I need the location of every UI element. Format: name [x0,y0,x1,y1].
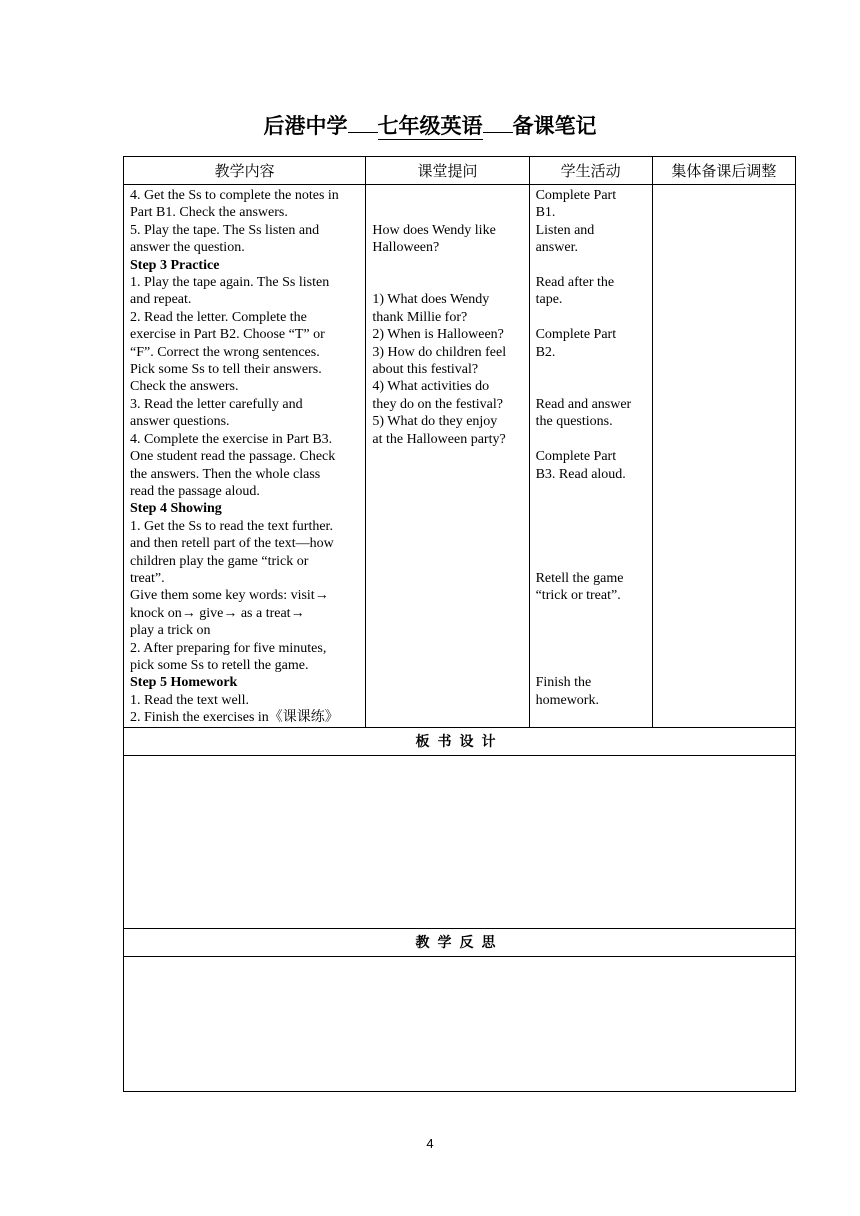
student-activity-line: Finish the [535,675,592,691]
student-activity-line [536,483,646,500]
student-activity-line: Complete Part [535,188,617,203]
class-question-line: Halloween? [372,240,440,256]
class-question-line [372,187,522,204]
class-question-line: 5) What do they enjoy [372,414,498,430]
reflection-row [124,956,796,1091]
title-school: 后港中学 [263,114,348,138]
board-design-area [124,755,796,928]
class-question-line: about this festival? [372,362,479,378]
header-row [124,157,796,185]
student-activity-line: “trick or treat”. [535,588,621,604]
student-activity-line: homework. [535,692,599,708]
board-design-header-row [124,727,796,755]
header-adjustments: 集体备课后调整 [652,157,795,185]
student-activity-line: B2. [535,344,556,360]
reflection-heading: 教学反思 [124,928,796,956]
student-activity-line [536,309,646,326]
page-number: 4 [426,1136,434,1151]
student-activity-line: Read and answer [535,396,632,412]
title-underline-left [348,114,378,133]
student-activity-line [536,518,646,535]
teaching-content-line: 4. Complete the exercise in Part B3. [130,431,333,447]
class-question-line [372,274,522,291]
page-title [0,110,860,140]
student-activity-line: Read after the [535,275,615,291]
student-activity-line [536,605,646,622]
class-question-line: How does Wendy like [372,222,496,238]
class-question-line: 3) How do children feel [372,344,507,360]
student-activity-line [536,657,646,674]
teaching-content-line: 5. Play the tape. The Ss listen and [130,222,320,238]
teaching-content-line: Check the answers. [130,379,239,395]
student-activity-line [536,553,646,570]
teaching-content-line: answer the question. [130,240,245,256]
class-question-line: 1) What does Wendy [372,292,490,308]
student-activity-line [536,361,646,378]
reflection-header-row [124,928,796,956]
teaching-content-line: read the passage aloud. [130,483,260,499]
teaching-content-line: 2. After preparing for five minutes, [130,640,327,656]
teaching-content-line: Give them some key words: visit→ [130,588,329,604]
student-activity-line: tape. [535,292,563,308]
teaching-content-line: 4. Get the Ss to complete the notes in [130,188,339,203]
student-activity-line [536,535,646,552]
class-question-line: at the Halloween party? [372,431,506,447]
class-question-line: thank Millie for? [372,309,468,325]
student-activity-line: Retell the game [535,570,624,586]
student-activities-cell [529,185,652,728]
teaching-content-line: 2. Finish the exercises in《课课练》 [130,710,339,726]
teaching-content-line: Step 3 Practice [130,257,220,273]
board-design-row [124,755,796,928]
class-questions-cell [366,185,529,728]
teaching-content-line: 3. Read the letter carefully and [130,396,303,412]
title-underline-right [483,114,513,133]
teaching-content-line: exercise in Part B2. Choose “T” or [130,327,325,343]
student-activity-line [536,500,646,517]
class-question-line [372,257,522,274]
teaching-content-line: One student read the passage. Check [130,449,336,465]
teaching-content-line: knock on→ give→ as a treat→ [130,605,305,621]
student-activity-line [536,257,646,274]
student-activity-line: answer. [535,240,578,256]
student-activity-line [536,640,646,657]
teaching-content-line: and repeat. [130,292,192,308]
header-class-questions: 课堂提问 [366,157,529,185]
teaching-content-line: Step 5 Homework [130,675,238,691]
student-activity-line [536,431,646,448]
class-question-line: 4) What activities do [372,379,490,395]
student-activity-line [536,378,646,395]
teaching-content-line: Step 4 Showing [130,501,222,517]
student-activity-line: Listen and [535,222,595,238]
teaching-content-line: Pick some Ss to tell their answers. [130,362,322,378]
title-subject: 七年级英语 [377,114,483,138]
student-activity-line: B3. Read aloud. [535,466,626,482]
student-activity-line: Complete Part [535,449,617,465]
title-notes: 备课笔记 [512,114,597,138]
teaching-content-text [124,185,365,727]
teaching-content-cell [124,185,366,728]
class-question-line: 2) When is Halloween? [372,327,504,343]
class-question-line: they do on the festival? [372,396,503,412]
header-teaching-content: 教学内容 [124,157,366,185]
teaching-content-line: treat”. [130,570,165,586]
teaching-content-line: play a trick on [130,623,211,639]
reflection-area [124,956,796,1091]
teaching-content-line: Part B1. Check the answers. [130,205,288,221]
lesson-plan-table [123,156,796,1092]
adjustments-cell [652,185,795,728]
teaching-content-line: children play the game “trick or [130,553,309,569]
teaching-content-line: answer questions. [130,414,230,430]
student-activity-line: the questions. [535,414,613,430]
student-activity-line: B1. [535,205,556,221]
teaching-content-line: 1. Get the Ss to read the text further. [130,518,333,534]
teaching-content-line: and then retell part of the text—how [130,536,334,552]
teaching-content-line: the answers. Then the whole class [130,466,321,482]
teaching-content-line: “F”. Correct the wrong sentences. [130,344,320,360]
class-questions-text [366,185,528,448]
header-student-activities: 学生活动 [529,157,652,185]
teaching-content-line: 1. Read the text well. [130,692,249,708]
student-activities-text [530,185,652,709]
student-activity-line: Complete Part [535,327,617,343]
teaching-content-line: 1. Play the tape again. The Ss listen [130,275,330,291]
teaching-content-line: pick some Ss to retell the game. [130,657,309,673]
content-row [124,185,796,728]
student-activity-line [536,622,646,639]
class-question-line [372,204,522,221]
teaching-content-line: 2. Read the letter. Complete the [130,309,307,325]
board-design-heading: 板书设计 [124,727,796,755]
